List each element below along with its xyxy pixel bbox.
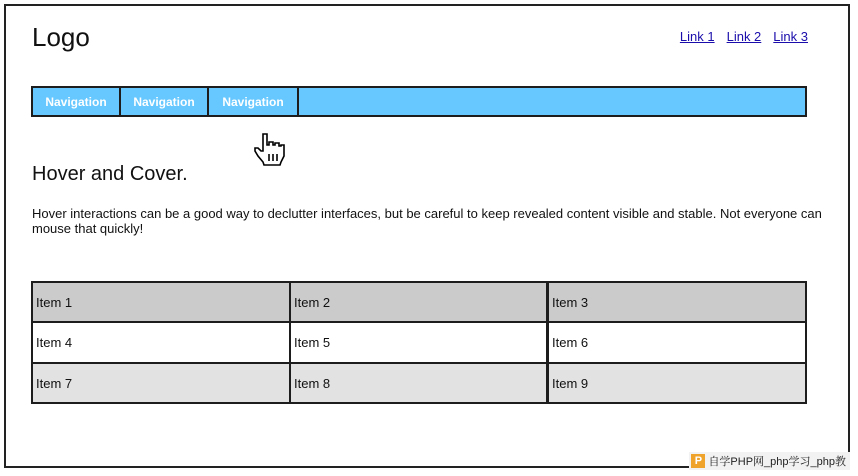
top-links: [680, 29, 808, 44]
table-cell[interactable]: Item 2: [291, 283, 549, 323]
top-link-1[interactable]: Link 1: [679, 29, 715, 44]
table-cell[interactable]: Item 8: [291, 364, 549, 402]
table-cell[interactable]: Item 5: [291, 323, 549, 364]
top-link-3[interactable]: Link 3: [773, 29, 808, 44]
table-cell[interactable]: Item 3: [549, 283, 805, 323]
watermark-logo-icon: P: [691, 454, 705, 468]
nav-item-3[interactable]: Navigation: [209, 88, 299, 115]
logo[interactable]: Logo: [32, 22, 90, 52]
nav-item-1[interactable]: Navigation: [33, 88, 121, 115]
description-text: Hover interactions can be a good way to declutter interfaces, but be careful to keep revealed content visible and stable. Not everyone can mouse that quickly!: [32, 206, 822, 236]
table-cell[interactable]: Item 9: [549, 364, 805, 402]
nav-item-2[interactable]: Navigation: [121, 88, 209, 115]
top-link-2[interactable]: Link 2: [726, 29, 762, 44]
watermark-text: 自学PHP网_php学习_php教: [708, 456, 846, 468]
table-cell[interactable]: Item 6: [549, 323, 805, 364]
section-heading: Hover and Cover.: [32, 163, 188, 185]
items-table: [31, 281, 807, 404]
table-cell[interactable]: Item 7: [33, 364, 291, 402]
navigation-bar: [31, 86, 807, 117]
hand-pointer-icon: [254, 132, 286, 166]
watermark: [689, 452, 850, 470]
table-cell[interactable]: Item 4: [33, 323, 291, 364]
table-cell[interactable]: Item 1: [33, 283, 291, 323]
